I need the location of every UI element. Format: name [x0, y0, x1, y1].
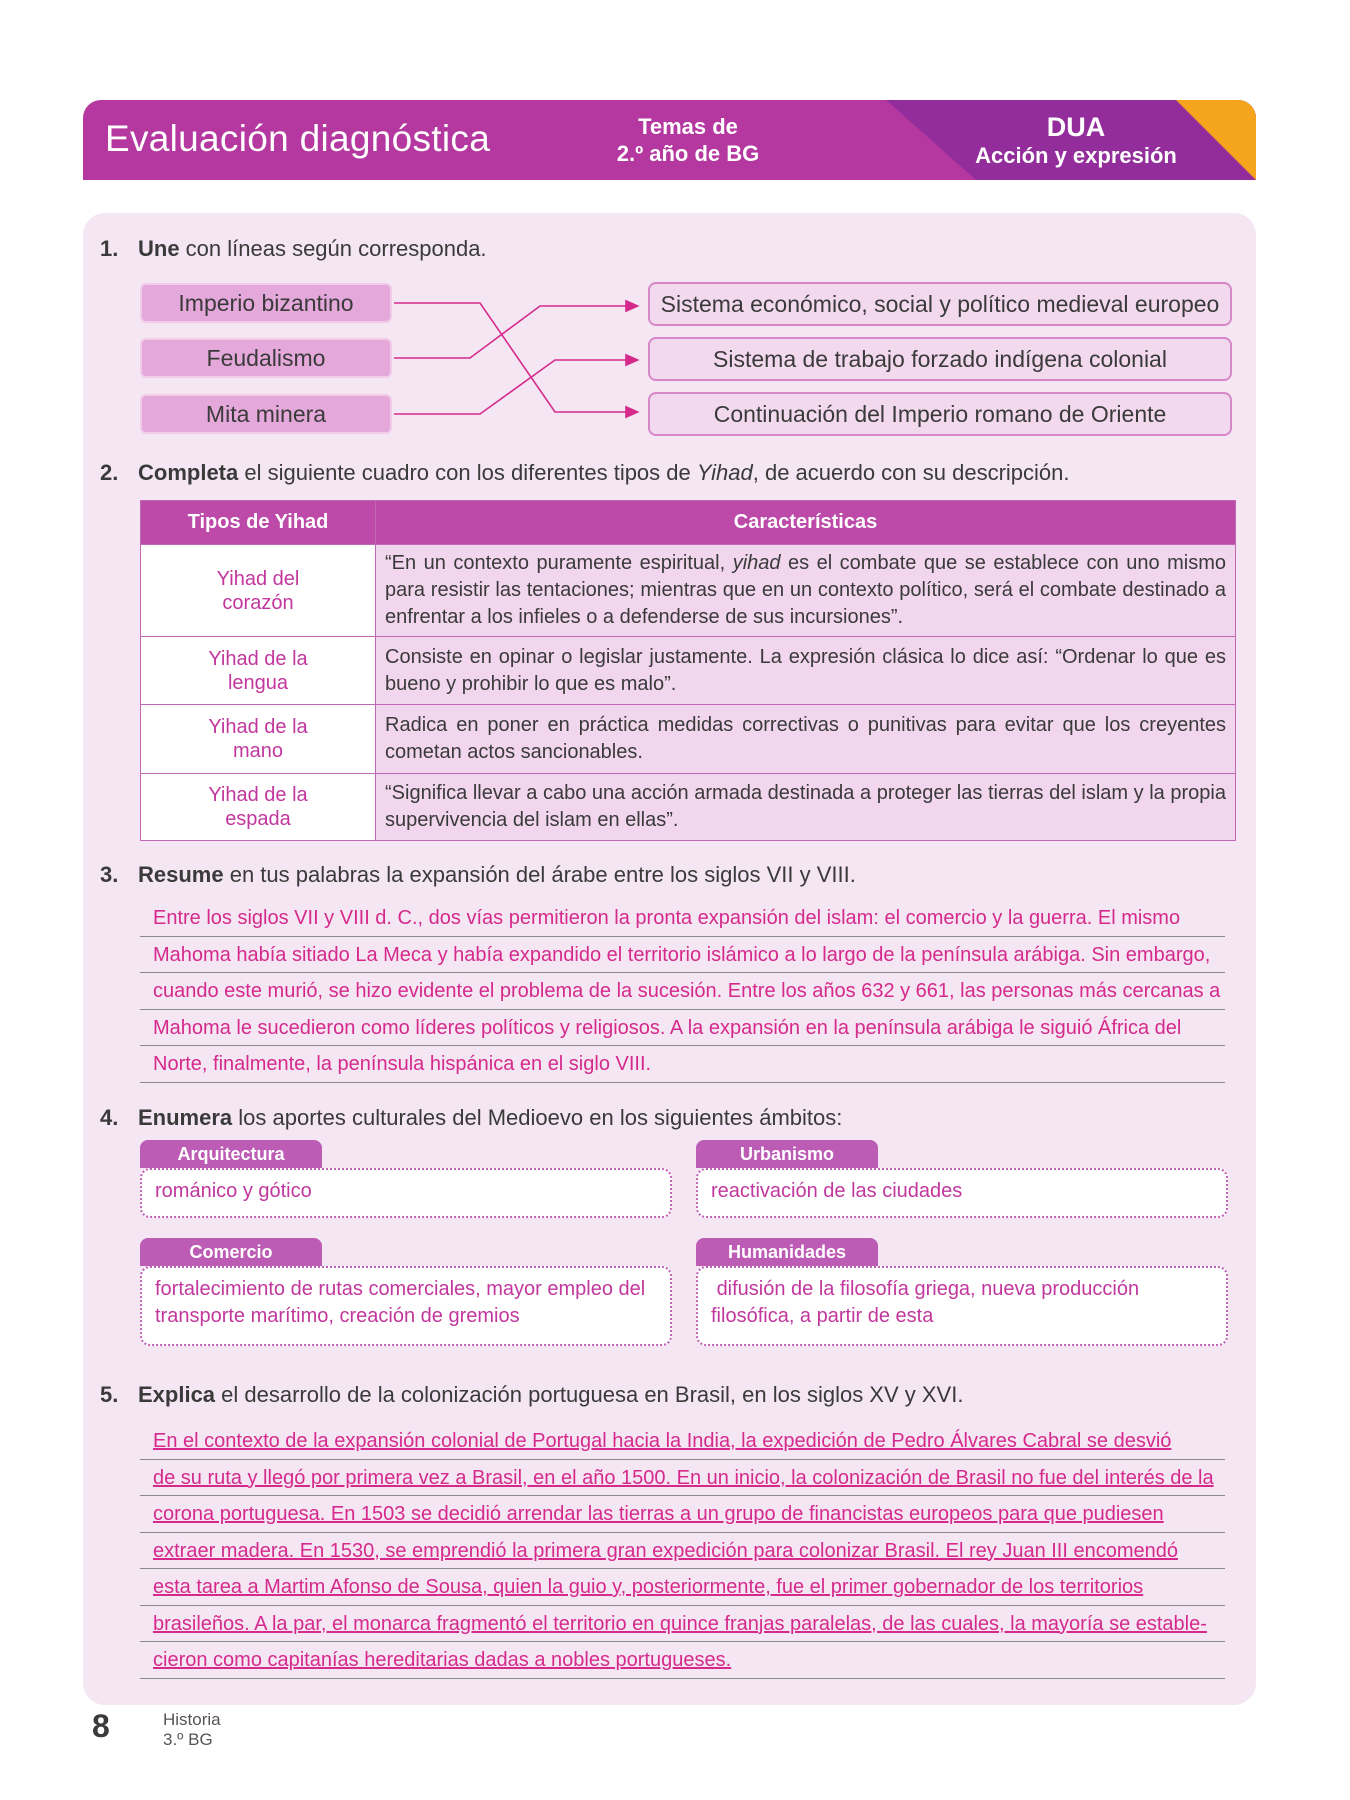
label-comercio: Comercio [140, 1238, 322, 1266]
answer-line: de su ruta y llegó por primera vez a Brasil, en el año 1500. En un inicio, la colonización de Brasil no fue del interés de la [140, 1460, 1225, 1497]
yihad-description: “En un contexto puramente espiritual, yihad es el combate que se establece con uno mismo para resistir las tentaciones; mientras que en un contexto político, será el combate destinado a enfrentar a los infieles o a defenderse de sus incursiones”. [376, 545, 1236, 637]
question-text: los aportes culturales del Medioevo en los siguientes ámbitos: [232, 1105, 843, 1130]
answer-line: Mahoma había sitiado La Meca y había expandido el territorio islámico a lo largo de la península arábiga. Sin embargo, [140, 937, 1225, 974]
table-row [141, 545, 1236, 637]
table-row [141, 705, 1236, 774]
answer-line: esta tarea a Martim Afonso de Sousa, quien la guio y, posteriormente, fue el primer gobernador de los territorios [140, 1569, 1225, 1606]
match-right-1: Sistema económico, social y político medieval europeo [648, 282, 1232, 326]
temas-line2: 2.º año de BG [616, 141, 760, 166]
yihad-type: Yihad del corazón [141, 545, 376, 637]
question-5 [100, 1382, 963, 1408]
answer-line: cuando este murió, se hizo evidente el problema de la sucesión. Entre los años 632 y 661, las personas más cercanas a [140, 973, 1225, 1010]
dua-label [956, 112, 1196, 170]
question-number: 2. [100, 460, 119, 485]
label-urbanismo: Urbanismo [696, 1140, 878, 1168]
yihad-description: Consiste en opinar o legislar justamente. La expresión clásica lo dice así: “Ordenar lo que es bueno y prohibir lo que es malo”. [376, 637, 1236, 705]
table-header [141, 501, 1236, 545]
answer-line: extraer madera. En 1530, se emprendió la primera gran expedición para colonizar Brasil. El rey Juan III encomendó [140, 1533, 1225, 1570]
label-humanidades: Humanidades [696, 1238, 878, 1266]
page-number: 8 [92, 1708, 110, 1744]
answer-line: brasileños. A la par, el monarca fragmentó el territorio en quince franjas paralelas, de las cuales, la mayoría se estable- [140, 1606, 1225, 1643]
answer-q5 [140, 1423, 1225, 1679]
question-number: 3. [100, 862, 119, 887]
table-row [141, 774, 1236, 841]
answer-urbanismo: reactivación de las ciudades [696, 1168, 1228, 1218]
question-2 [100, 460, 1070, 486]
match-right-3: Continuación del Imperio romano de Oriente [648, 392, 1232, 436]
answer-line: Mahoma le sucedieron como líderes políticos y religiosos. A la expansión en la península arábiga le siguió África del [140, 1010, 1225, 1047]
footer-grade: 3.º BG [163, 1730, 213, 1749]
page-title: Evaluación diagnóstica [105, 118, 491, 159]
answer-line: cieron como capitanías hereditarias dadas a nobles portugueses. [140, 1642, 1225, 1679]
dua-title: DUA [1046, 112, 1106, 142]
yihad-description: “Significa llevar a cabo una acción armada destinada a proteger las tierras del islam y la propia supervivencia del islam en ellas”. [376, 774, 1236, 841]
yihad-table [140, 500, 1236, 841]
yihad-description: Radica en poner en práctica medidas correctivas o punitivas para evitar que los creyentes cometan actos sancionables. [376, 705, 1236, 774]
table-row [141, 637, 1236, 705]
question-text: con líneas según corresponda. [179, 236, 487, 261]
yihad-type: Yihad de la mano [141, 705, 376, 774]
question-text: en tus palabras la expansión del árabe entre los siglos VII y VIII. [223, 862, 856, 887]
yihad-type: Yihad de la lengua [141, 637, 376, 705]
answer-line: Entre los siglos VII y VIII d. C., dos vías permitieron la pronta expansión del islam: el comercio y la guerra. El mismo [140, 900, 1225, 937]
question-text: el siguiente cuadro con los diferentes tipos de [238, 460, 697, 485]
answer-humanidades: difusión de la filosofía griega, nueva producción filosófica, a partir de esta [696, 1266, 1228, 1346]
question-keyword: Resume [138, 862, 224, 887]
question-number: 1. [100, 236, 119, 261]
question-number: 4. [100, 1105, 119, 1130]
question-keyword: Une [138, 236, 180, 261]
question-number: 5. [100, 1382, 119, 1407]
header-banner [83, 100, 1256, 180]
answer-line: Norte, finalmente, la península hispánica en el siglo VIII. [140, 1046, 1225, 1083]
match-left-3: Mita minera [140, 394, 392, 434]
question-3 [100, 862, 856, 888]
question-keyword: Enumera [138, 1105, 233, 1130]
question-keyword: Completa [138, 460, 239, 485]
question-text: el desarrollo de la colonización portuguesa en Brasil, en los siglos XV y XVI. [215, 1382, 964, 1407]
footer-subject: Historia [163, 1710, 221, 1729]
question-4 [100, 1105, 842, 1131]
label-arquitectura: Arquitectura [140, 1140, 322, 1168]
question-text-end: , de acuerdo con su descripción. [752, 460, 1070, 485]
answer-q3 [140, 900, 1225, 1083]
answer-arquitectura: románico y gótico [140, 1168, 672, 1218]
temas-label [603, 113, 773, 167]
match-left-1: Imperio bizantino [140, 283, 392, 323]
question-1 [100, 236, 487, 262]
col-header-types: Tipos de Yihad [141, 501, 376, 545]
question-italic: Yihad [696, 460, 753, 485]
answer-comercio: fortalecimiento de rutas comerciales, mayor empleo del transporte marítimo, creación de gremios [140, 1266, 672, 1346]
col-header-characteristics: Características [376, 501, 1236, 545]
answer-line: corona portuguesa. En 1503 se decidió arrendar las tierras a un grupo de financistas europeos para que pudiesen [140, 1496, 1225, 1533]
temas-line1: Temas de [638, 114, 738, 139]
match-right-2: Sistema de trabajo forzado indígena colonial [648, 337, 1232, 381]
match-left-2: Feudalismo [140, 338, 392, 378]
answer-line: En el contexto de la expansión colonial de Portugal hacia la India, la expedición de Pedro Álvares Cabral se desvió [140, 1423, 1225, 1460]
dua-subtitle: Acción y expresión [975, 143, 1177, 168]
question-keyword: Explica [138, 1382, 216, 1407]
yihad-type: Yihad de la espada [141, 774, 376, 841]
